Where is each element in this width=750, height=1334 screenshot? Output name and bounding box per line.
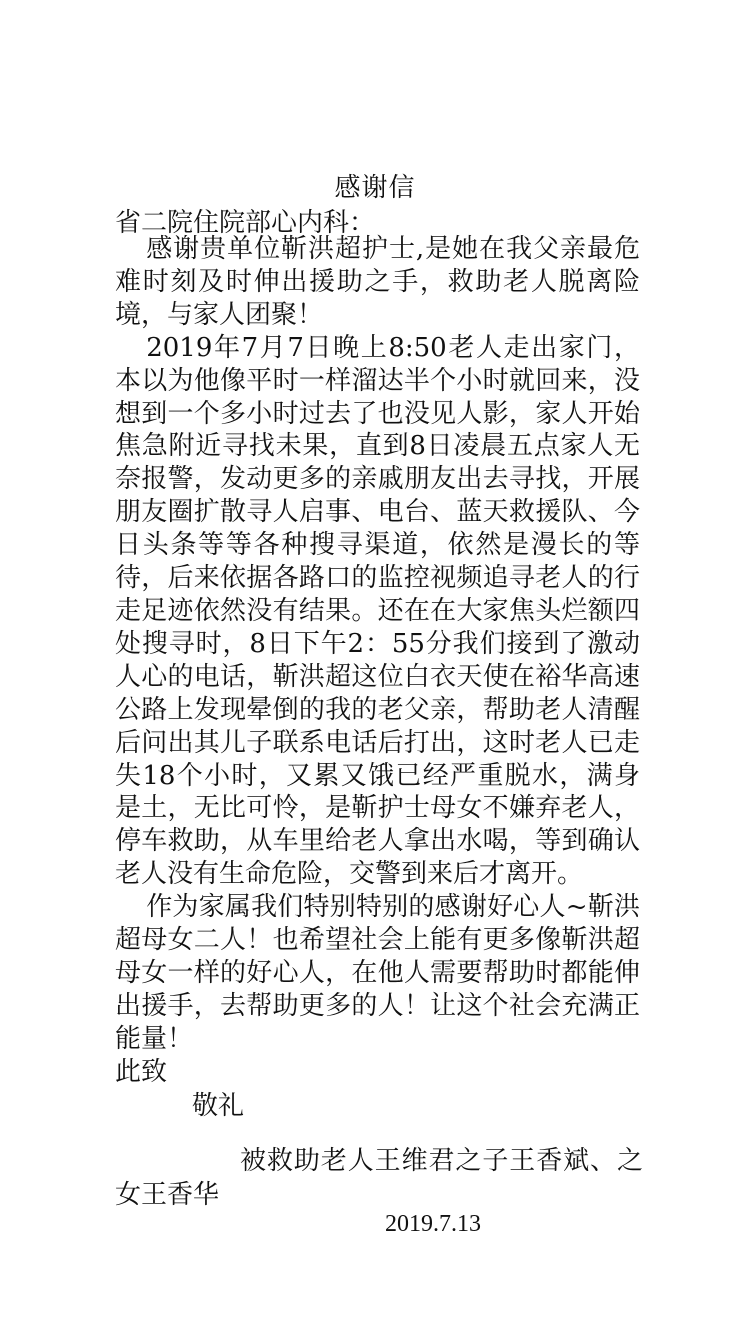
letter-paragraph-2: 2019年7月7日晚上8:50老人走出家门，本以为他像平时一样溜达半个小时就回来，没想到一个多小时过去了也没见人影，家人开始焦急附近寻找未果，直到8日凌晨五点家人无奈报警，发动更多的亲戚朋友出去寻找，开展朋友圈扩散寻人启事、电台、蓝天救援队、今日头条等等各种搜寻渠道，依然是漫长的等待，后来依据各路口的监控视频追寻老人的行走足迹依然没有结果。还在在大家焦头烂额四处搜寻时，8日下午2：55分我们接到了激动人心的电话，靳洪超这位白衣天使在裕华高速公路上发现晕倒的我的老父亲，帮助老人清醒后问出其儿子联系电话后打出，这时老人已走失18个小时，又累又饿已经严重脱水，满身是土，无比可怜，是靳护士母女不嫌弃老人，停车救助，从车里给老人拿出水喝，等到确认老人没有生命危险，交警到来后才离开。 bbox=[115, 332, 640, 890]
letter-body bbox=[115, 233, 640, 1056]
letter-date: 2019.7.13 bbox=[385, 1211, 481, 1237]
letter-title: 感谢信 bbox=[334, 173, 416, 203]
letter-paragraph-1: 感谢贵单位靳洪超护士,是她在我父亲最危难时刻及时伸出援助之手，救助老人脱离险境，与家人团聚！ bbox=[115, 234, 640, 330]
letter-paragraph-3: 作为家属我们特别特别的感谢好心人~靳洪超母女二人！也希望社会上能有更多像靳洪超母女一样的好心人，在他人需要帮助时都能伸出援手，去帮助更多的人！让这个社会充满正能量！ bbox=[115, 892, 640, 1054]
closing-regards-line: 此致 bbox=[115, 1057, 168, 1087]
letter-salutation: 省二院住院部心内科： bbox=[115, 208, 376, 238]
letter-signature: 被救助老人王维君之子王香斌、之女王香华 bbox=[115, 1146, 643, 1210]
closing-salute-line: 敬礼 bbox=[192, 1091, 245, 1121]
